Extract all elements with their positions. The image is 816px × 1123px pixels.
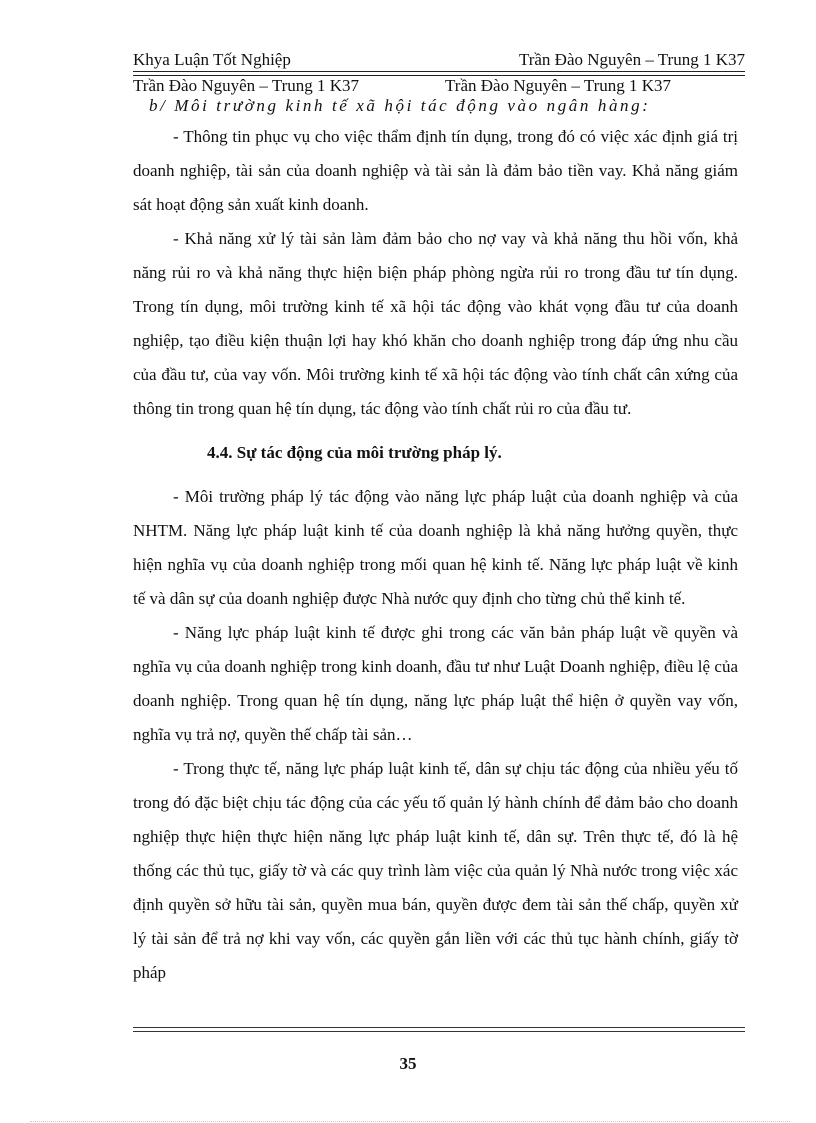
paragraph: - Thông tin phục vụ cho việc thẩm định tín dụng, trong đó có việc xác định giá trị doanh nghiệp, tài sản của doanh nghiệp và tài sản là đảm bảo tiền vay. Khả năng giám sát hoạt động sản xuất kinh doanh.	[133, 127, 738, 214]
header-rule-top	[133, 71, 745, 72]
header-repeat-left: Trần Đào Nguyên – Trung 1 K37	[133, 76, 360, 95]
footer-rule-top	[133, 1027, 745, 1028]
header-repeat-right: Trần Đào Nguyên – Trung 1 K37	[445, 76, 672, 95]
paragraph: - Môi trường pháp lý tác động vào năng lực pháp luật của doanh nghiệp và của NHTM. Năng lực pháp luật kinh tế của doanh nghiệp là khả năng hưởng quyền, thực hiện nghĩa vụ của doanh nghiệp trong mối quan hệ kinh tế. Năng lực pháp luật về kinh tế và dân sự của doanh nghiệp được Nhà nước quy định cho từng chủ thể kinh tế.	[133, 487, 738, 608]
page-edge	[30, 1121, 790, 1122]
paragraph: - Năng lực pháp luật kinh tế được ghi trong các văn bản pháp luật về quyền và nghĩa vụ của doanh nghiệp trong kinh doanh, đầu tư như Luật Doanh nghiệp, điều lệ của doanh nghiệp. Trong quan hệ tín dụng, năng lực pháp luật thể hiện ở quyền vay vốn, nghĩa vụ trả nợ, quyền thế chấp tài sản…	[133, 623, 738, 744]
paragraph: - Khả năng xử lý tài sản làm đảm bảo cho nợ vay và khả năng thu hồi vốn, khả năng rủi ro và khả năng thực hiện biện pháp phòng ngừa rủi ro trong đầu tư tín dụng. Trong tín dụng, môi trường kinh tế xã hội tác động vào khát vọng đầu tư của doanh nghiệp, tạo điều kiện thuận lợi hay khó khăn cho doanh nghiệp trong đáp ứng nhu cầu của đầu tư, của vay vốn. Môi trường kinh tế xã hội tác động vào tính chất cân xứng của thông tin trong quan hệ tín dụng, tác động vào tính chất rủi ro của đầu tư.	[133, 229, 738, 418]
section-heading: 4.4. Sự tác động của môi trường pháp lý.	[207, 443, 502, 462]
header-author: Trần Đào Nguyên – Trung 1 K37	[518, 50, 745, 69]
header-thesis-title: Khya Luận Tốt Nghiệp	[133, 50, 291, 69]
page-number: 35	[399, 1054, 417, 1073]
footer-rule-bottom	[133, 1031, 745, 1032]
paragraph: - Trong thực tế, năng lực pháp luật kinh tế, dân sự chịu tác động của nhiều yếu tố trong đó đặc biệt chịu tác động của các yếu tố quản lý hành chính để đảm bảo cho doanh nghiệp thực hiện thực hiện năng lực pháp luật kinh tế, dân sự. Trên thực tế, đó là hệ thống các thủ tục, giấy tờ và các quy trình làm việc của quản lý Nhà nước trong việc xác định quyền sở hữu tài sản, quyền mua bán, quyền được đem tài sản thế chấp, quyền xử lý tài sản để trả nợ khi vay vốn, các quyền gắn liền với các thủ tục hành chính, giấy tờ pháp	[133, 759, 738, 982]
document-body	[133, 92, 738, 990]
sub-heading: b/ Môi trường kinh tế xã hội tác động vào ngân hàng:	[149, 96, 651, 115]
